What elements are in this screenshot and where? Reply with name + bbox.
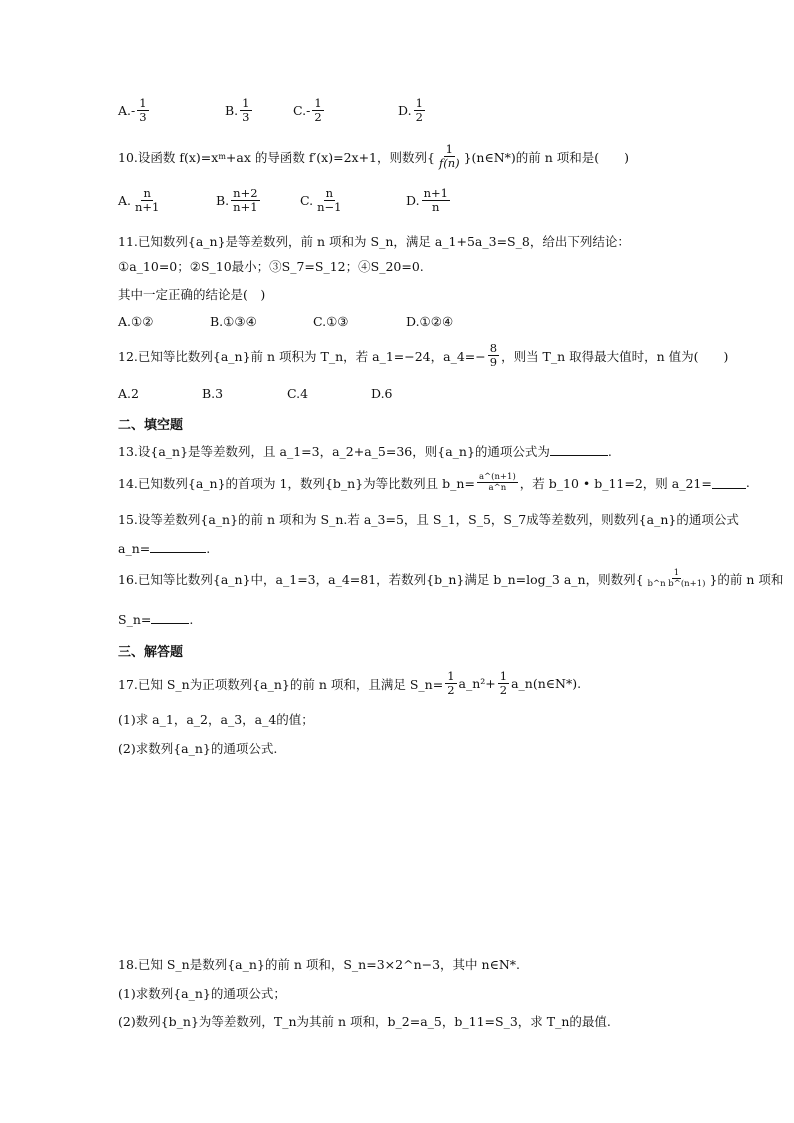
q12-option-b: B.3 bbox=[202, 386, 224, 401]
section-solve-title: 三、解答题 bbox=[118, 645, 184, 660]
q11-option-a: A.①② bbox=[118, 314, 154, 329]
q12-option-c: C.4 bbox=[287, 386, 309, 401]
q10-option-b: B. $\frac{n+2}{n+1}$ bbox=[216, 186, 258, 214]
q9-option-a: A. - $\frac{1}{3}$ bbox=[118, 96, 147, 124]
q15-answer-line: a_n= . bbox=[118, 541, 211, 556]
q17-stem: 17.已知 S_n为正项数列{a_n}的前 n 项和，且满足 S_n= $\frac{1}{2}$ a_n²+ $\frac{1}{2}$ a_n(n∈N*). bbox=[118, 669, 582, 697]
q15-stem: 15.设等差数列{a_n}的前 n 项和为 S_n.若 a_3=5，且 S_1，S_5，S_7成等差数列，则数列{a_n}的通项公式 bbox=[118, 512, 739, 527]
section-fill-in-title: 二、填空题 bbox=[118, 418, 184, 433]
q13-stem: 13.设{a_n}是等差数列，且 a_1=3，a_2+a_5=36，则{a_n}的通项公式为 . bbox=[118, 444, 612, 459]
q17-part-1: (1)求 a_1，a_2，a_3，a_4的值； bbox=[118, 712, 314, 727]
q11-conclusions: ①a_10=0；②S_10最小；③S_7=S_12；④S_20=0. bbox=[118, 259, 424, 274]
q12-option-d: D.6 bbox=[371, 386, 393, 401]
q12-option-a: A.2 bbox=[118, 386, 139, 401]
q11-option-c: C.①③ bbox=[313, 314, 349, 329]
q11-prompt: 其中一定正确的结论是( ) bbox=[118, 287, 266, 302]
q18-part-1: (1)求数列{a_n}的通项公式； bbox=[118, 986, 286, 1001]
q11-option-d: D.①②④ bbox=[406, 314, 454, 329]
q16-stem: 16.已知等比数列{a_n}中，a_1=3，a_4=81，若数列{b_n}满足 b_n=log_3 a_n，则数列{ $\frac{1}{\text{b\textasciicircum{}n b\textasciicircum{}(n+1)}}$ }的前 n 项和 bbox=[118, 568, 784, 589]
q15-answer-blank bbox=[150, 540, 206, 553]
q11-stem: 11.已知数列{a_n}是等差数列，前 n 项和为 S_n，满足 a_1+5a_3=S_8，给出下列结论： bbox=[118, 234, 630, 249]
q9-option-d: D. $\frac{1}{2}$ bbox=[398, 96, 423, 124]
q10-option-c: C. $\frac{n}{n-1}$ bbox=[300, 186, 342, 214]
q10-option-d: D. $\frac{n+1}{n}$ bbox=[406, 186, 448, 214]
q10-option-a: A. $\frac{n}{n+1}$ bbox=[118, 186, 160, 214]
q10-stem: 10.设函数 f(x)=x m +ax 的导函数 f′(x)=2x+1，则数列{ $\frac{1}{f(n)}$ }(n∈N*)的前 n 项和是( ) bbox=[118, 142, 630, 170]
q18-part-2: (2)数列{b_n}为等差数列，T_n为其前 n 项和，b_2=a_5，b_11=S_3，求 T_n的最值. bbox=[118, 1014, 611, 1029]
q13-answer-blank bbox=[550, 443, 608, 456]
q12-stem: 12.已知等比数列{a_n}前 n 项积为 T_n，若 a_1=−24，a_4=− $\frac{8}{9}$ ，则当 T_n 取得最大值时，n 值为( ) bbox=[118, 341, 729, 369]
q14-answer-blank bbox=[712, 476, 746, 489]
q14-stem: 14.已知数列{a_n}的首项为 1，数列{b_n}为等比数列且 b_n= $\frac{a\^{}(n+1)}{a\^{}n}$ ，若 b_10 • b_11=2，则 a_21= . bbox=[118, 472, 750, 493]
q11-option-b: B.①③④ bbox=[210, 314, 257, 329]
q9-option-b: B. $\frac{1}{3}$ bbox=[225, 96, 250, 124]
q16-answer-line: S_n= . bbox=[118, 612, 194, 627]
q18-stem: 18.已知 S_n是数列{a_n}的前 n 项和，S_n=3×2^n−3，其中 n∈N*. bbox=[118, 957, 520, 972]
q16-answer-blank bbox=[151, 611, 189, 624]
q9-option-c: C. - $\frac{1}{2}$ bbox=[293, 96, 322, 124]
q17-part-2: (2)求数列{a_n}的通项公式. bbox=[118, 741, 278, 756]
